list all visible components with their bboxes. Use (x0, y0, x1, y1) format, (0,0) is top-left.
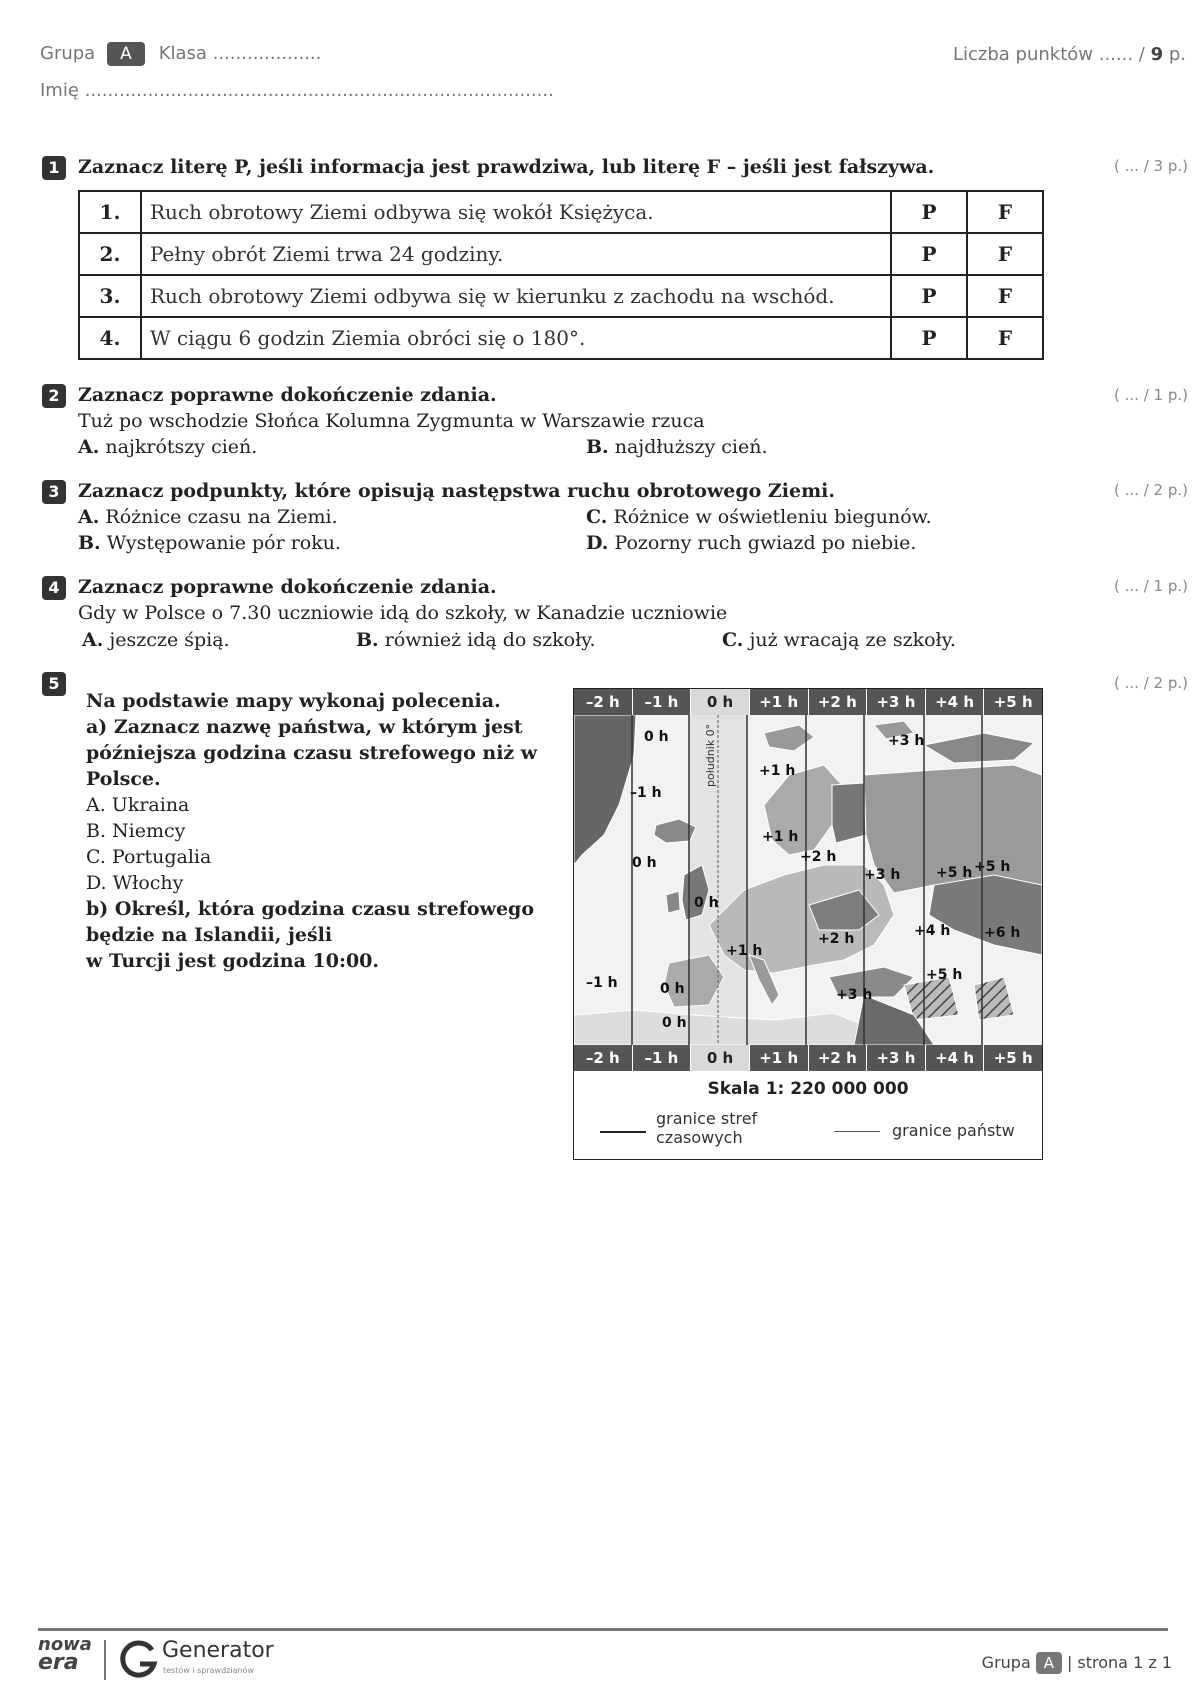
option-text: najkrótszy cień. (105, 436, 258, 458)
row-number: 4. (79, 317, 141, 359)
zone-label: +2 h (809, 689, 868, 715)
true-option[interactable]: P (891, 275, 967, 317)
zone-label: –2 h (574, 689, 633, 715)
logo-text: era (38, 1650, 79, 1675)
option-text: również idą do szkoły. (384, 629, 596, 651)
option-letter: C. (722, 629, 744, 651)
footer-page-number: | strona 1 z 1 (1066, 1653, 1172, 1672)
table-row (79, 317, 1043, 359)
question-1-title: Zaznacz literę P, jeśli informacja jest prawdziwa, lub literę F – jeśli jest fałszywa. (78, 156, 935, 178)
question-2-points: ( ... / 1 p.) (1114, 386, 1188, 404)
question-1-points: ( ... / 3 p.) (1114, 157, 1188, 175)
option-text: już wracają ze szkoły. (749, 629, 956, 651)
zone-label: –2 h (574, 1045, 633, 1071)
zone-label: +4 h (926, 1045, 985, 1071)
question-4-points: ( ... / 1 p.) (1114, 577, 1188, 595)
map-zone-label: 0 h (662, 1015, 687, 1031)
map-zone-label: 0 h (644, 729, 669, 745)
legend-zone-borders (656, 1109, 757, 1147)
imie-label: Imię .................................................................................. (40, 80, 554, 101)
false-option[interactable]: F (967, 317, 1043, 359)
option-letter: D. (586, 532, 609, 554)
option-letter: C. (586, 506, 608, 528)
question-number-1: 1 (42, 156, 66, 180)
statement: W ciągu 6 godzin Ziemia obróci się o 180°. (141, 317, 891, 359)
option-letter: B. (78, 532, 101, 554)
map-zone-label: 0 h (632, 855, 657, 871)
zone-label: +3 h (867, 689, 926, 715)
map-zone-label: 0 h (694, 895, 719, 911)
question-3-option-b[interactable] (78, 532, 341, 554)
question-5b-line1: b) Określ, która godzina czasu strefowego (86, 898, 535, 920)
map-zone-label: –1 h (586, 975, 618, 991)
map-zone-label: +1 h (759, 763, 796, 779)
option-text: Różnice w oświetleniu biegunów. (613, 506, 932, 528)
statement: Ruch obrotowy Ziemi odbywa się w kierunku z zachodu na wschód. (141, 275, 891, 317)
true-option[interactable]: P (891, 233, 967, 275)
question-number-2: 2 (42, 384, 66, 408)
question-3-option-a[interactable] (78, 506, 338, 528)
map-zone-label: +6 h (984, 925, 1021, 941)
map-zone-label: +5 h (974, 859, 1011, 875)
nowa-era-logo (38, 1634, 94, 1675)
option-text: Pozorny ruch gwiazd po niebie. (614, 532, 917, 554)
zone-label: –1 h (633, 689, 692, 715)
points-unit: p. (1168, 44, 1186, 65)
question-5b-line3: w Turcji jest godzina 10:00. (86, 950, 380, 972)
question-3-option-c[interactable] (586, 506, 932, 528)
question-4-title: Zaznacz poprawne dokończenie zdania. (78, 576, 497, 598)
footer-page-info (982, 1652, 1172, 1674)
generator-icon (120, 1640, 158, 1684)
question-4-option-b[interactable] (356, 629, 596, 651)
map-zone-label: 0 h (660, 981, 685, 997)
question-5a-line1: a) Zaznacz nazwę państwa, w którym jest (86, 716, 523, 738)
zone-label: +3 h (867, 1045, 926, 1071)
klasa-label: Klasa ................... (158, 43, 322, 64)
option-letter: A. (78, 436, 100, 458)
zone-label: +1 h (750, 1045, 809, 1071)
statement: Pełny obrót Ziemi trwa 24 godziny. (141, 233, 891, 275)
question-2-option-a[interactable] (78, 436, 257, 458)
map-zone-label: +5 h (936, 865, 973, 881)
question-5a-line2: późniejsza godzina czasu strefowego niż w (86, 742, 538, 764)
row-number: 2. (79, 233, 141, 275)
map-zone-label: +3 h (864, 867, 901, 883)
zone-label: 0 h (691, 689, 750, 715)
header (40, 42, 321, 66)
option-letter: B. (586, 436, 609, 458)
zone-label: +5 h (993, 1049, 1033, 1067)
zone-label: +4 h (926, 689, 985, 715)
points-label: Liczba punktów ...... / (952, 44, 1145, 65)
true-option[interactable]: P (891, 317, 967, 359)
zone-bar-bottom (574, 1045, 1042, 1071)
option-letter: B. (356, 629, 379, 651)
row-number: 1. (79, 191, 141, 233)
question-2-title: Zaznacz poprawne dokończenie zdania. (78, 384, 497, 406)
map-zone-label: +3 h (836, 987, 873, 1003)
option-text: Występowanie pór roku. (106, 532, 342, 554)
map-zone-label: +2 h (818, 931, 855, 947)
false-option[interactable]: F (967, 233, 1043, 275)
time-zone-map (573, 688, 1043, 1160)
true-false-table (78, 190, 1044, 360)
row-number: 3. (79, 275, 141, 317)
map-zone-label: +1 h (726, 943, 763, 959)
country-border-legend-line (834, 1131, 880, 1132)
table-row (79, 233, 1043, 275)
map-zone-label: +1 h (762, 829, 799, 845)
map-zone-label: +2 h (800, 849, 837, 865)
logo-text: nowa (38, 1634, 92, 1655)
question-3-option-d[interactable] (586, 532, 916, 554)
generator-logo-text: Generator (162, 1638, 274, 1663)
zone-label: –1 h (633, 1045, 692, 1071)
question-4-stem: Gdy w Polsce o 7.30 uczniowie idą do szkoły, w Kanadzie uczniowie (78, 602, 728, 624)
option-text: Różnice czasu na Ziemi. (105, 506, 338, 528)
footer-grupa-badge: A (1036, 1652, 1062, 1674)
grupa-label: Grupa (40, 43, 96, 64)
option-letter: A. (78, 506, 100, 528)
zone-label: +5 h (993, 693, 1033, 711)
grupa-badge: A (107, 42, 145, 66)
legend-text: czasowych (656, 1128, 743, 1147)
map-zone-label: –1 h (630, 785, 662, 801)
question-5-option-c[interactable]: C. Portugalia (86, 846, 212, 868)
question-5-option-d[interactable]: D. Włochy (86, 872, 184, 894)
option-text: najdłuższy cień. (614, 436, 768, 458)
table-row (79, 191, 1043, 233)
question-5-points: ( ... / 2 p.) (1114, 674, 1188, 692)
question-5-option-b[interactable]: B. Niemcy (86, 820, 186, 842)
question-number-5: 5 (42, 672, 66, 696)
zone-border-legend-line (600, 1131, 646, 1133)
footer-divider (38, 1628, 1168, 1631)
option-letter: A. (82, 629, 104, 651)
zone-label: +2 h (809, 1045, 868, 1071)
legend-country-borders: granice państw (892, 1121, 1015, 1140)
table-row (79, 275, 1043, 317)
question-2-option-b[interactable] (586, 436, 768, 458)
option-text: jeszcze śpią. (109, 629, 230, 651)
question-5b-line2: będzie na Islandii, jeśli (86, 924, 333, 946)
question-3-title: Zaznacz podpunkty, które opisują następstwa ruchu obrotowego Ziemi. (78, 480, 836, 502)
question-5-intro: Na podstawie mapy wykonaj polecenia. (86, 690, 501, 712)
meridian-label: południk 0° (704, 723, 717, 787)
legend-text: granice stref (656, 1109, 758, 1128)
question-3-points: ( ... / 2 p.) (1114, 481, 1188, 499)
false-option[interactable]: F (967, 275, 1043, 317)
map-zone-label: +5 h (926, 967, 963, 983)
map-zone-label: +4 h (914, 923, 951, 939)
true-option[interactable]: P (891, 191, 967, 233)
question-2-stem: Tuż po wschodzie Słońca Kolumna Zygmunta w Warszawie rzuca (78, 410, 705, 432)
question-4-option-a[interactable] (82, 629, 230, 651)
points-max: 9 (1150, 44, 1164, 65)
statement: Ruch obrotowy Ziemi odbywa się wokół Księżyca. (141, 191, 891, 233)
map-scale: Skala 1: 220 000 000 (707, 1079, 909, 1099)
zone-label: +1 h (750, 689, 809, 715)
zone-label: 0 h (691, 1045, 750, 1071)
question-number-3: 3 (42, 480, 66, 504)
zone-bar-top (574, 689, 1042, 715)
question-5-option-a[interactable]: A. Ukraina (86, 794, 190, 816)
question-4-option-c[interactable] (722, 629, 956, 651)
question-5a-line3: Polsce. (86, 768, 161, 790)
map-zone-label: +3 h (888, 733, 925, 749)
points-total (953, 44, 1186, 65)
generator-logo-subtext: testów i sprawdzianów (163, 1666, 254, 1675)
footer-grupa-label: Grupa (981, 1653, 1031, 1672)
logo-divider (104, 1640, 106, 1680)
false-option[interactable]: F (967, 191, 1043, 233)
question-number-4: 4 (42, 576, 66, 600)
